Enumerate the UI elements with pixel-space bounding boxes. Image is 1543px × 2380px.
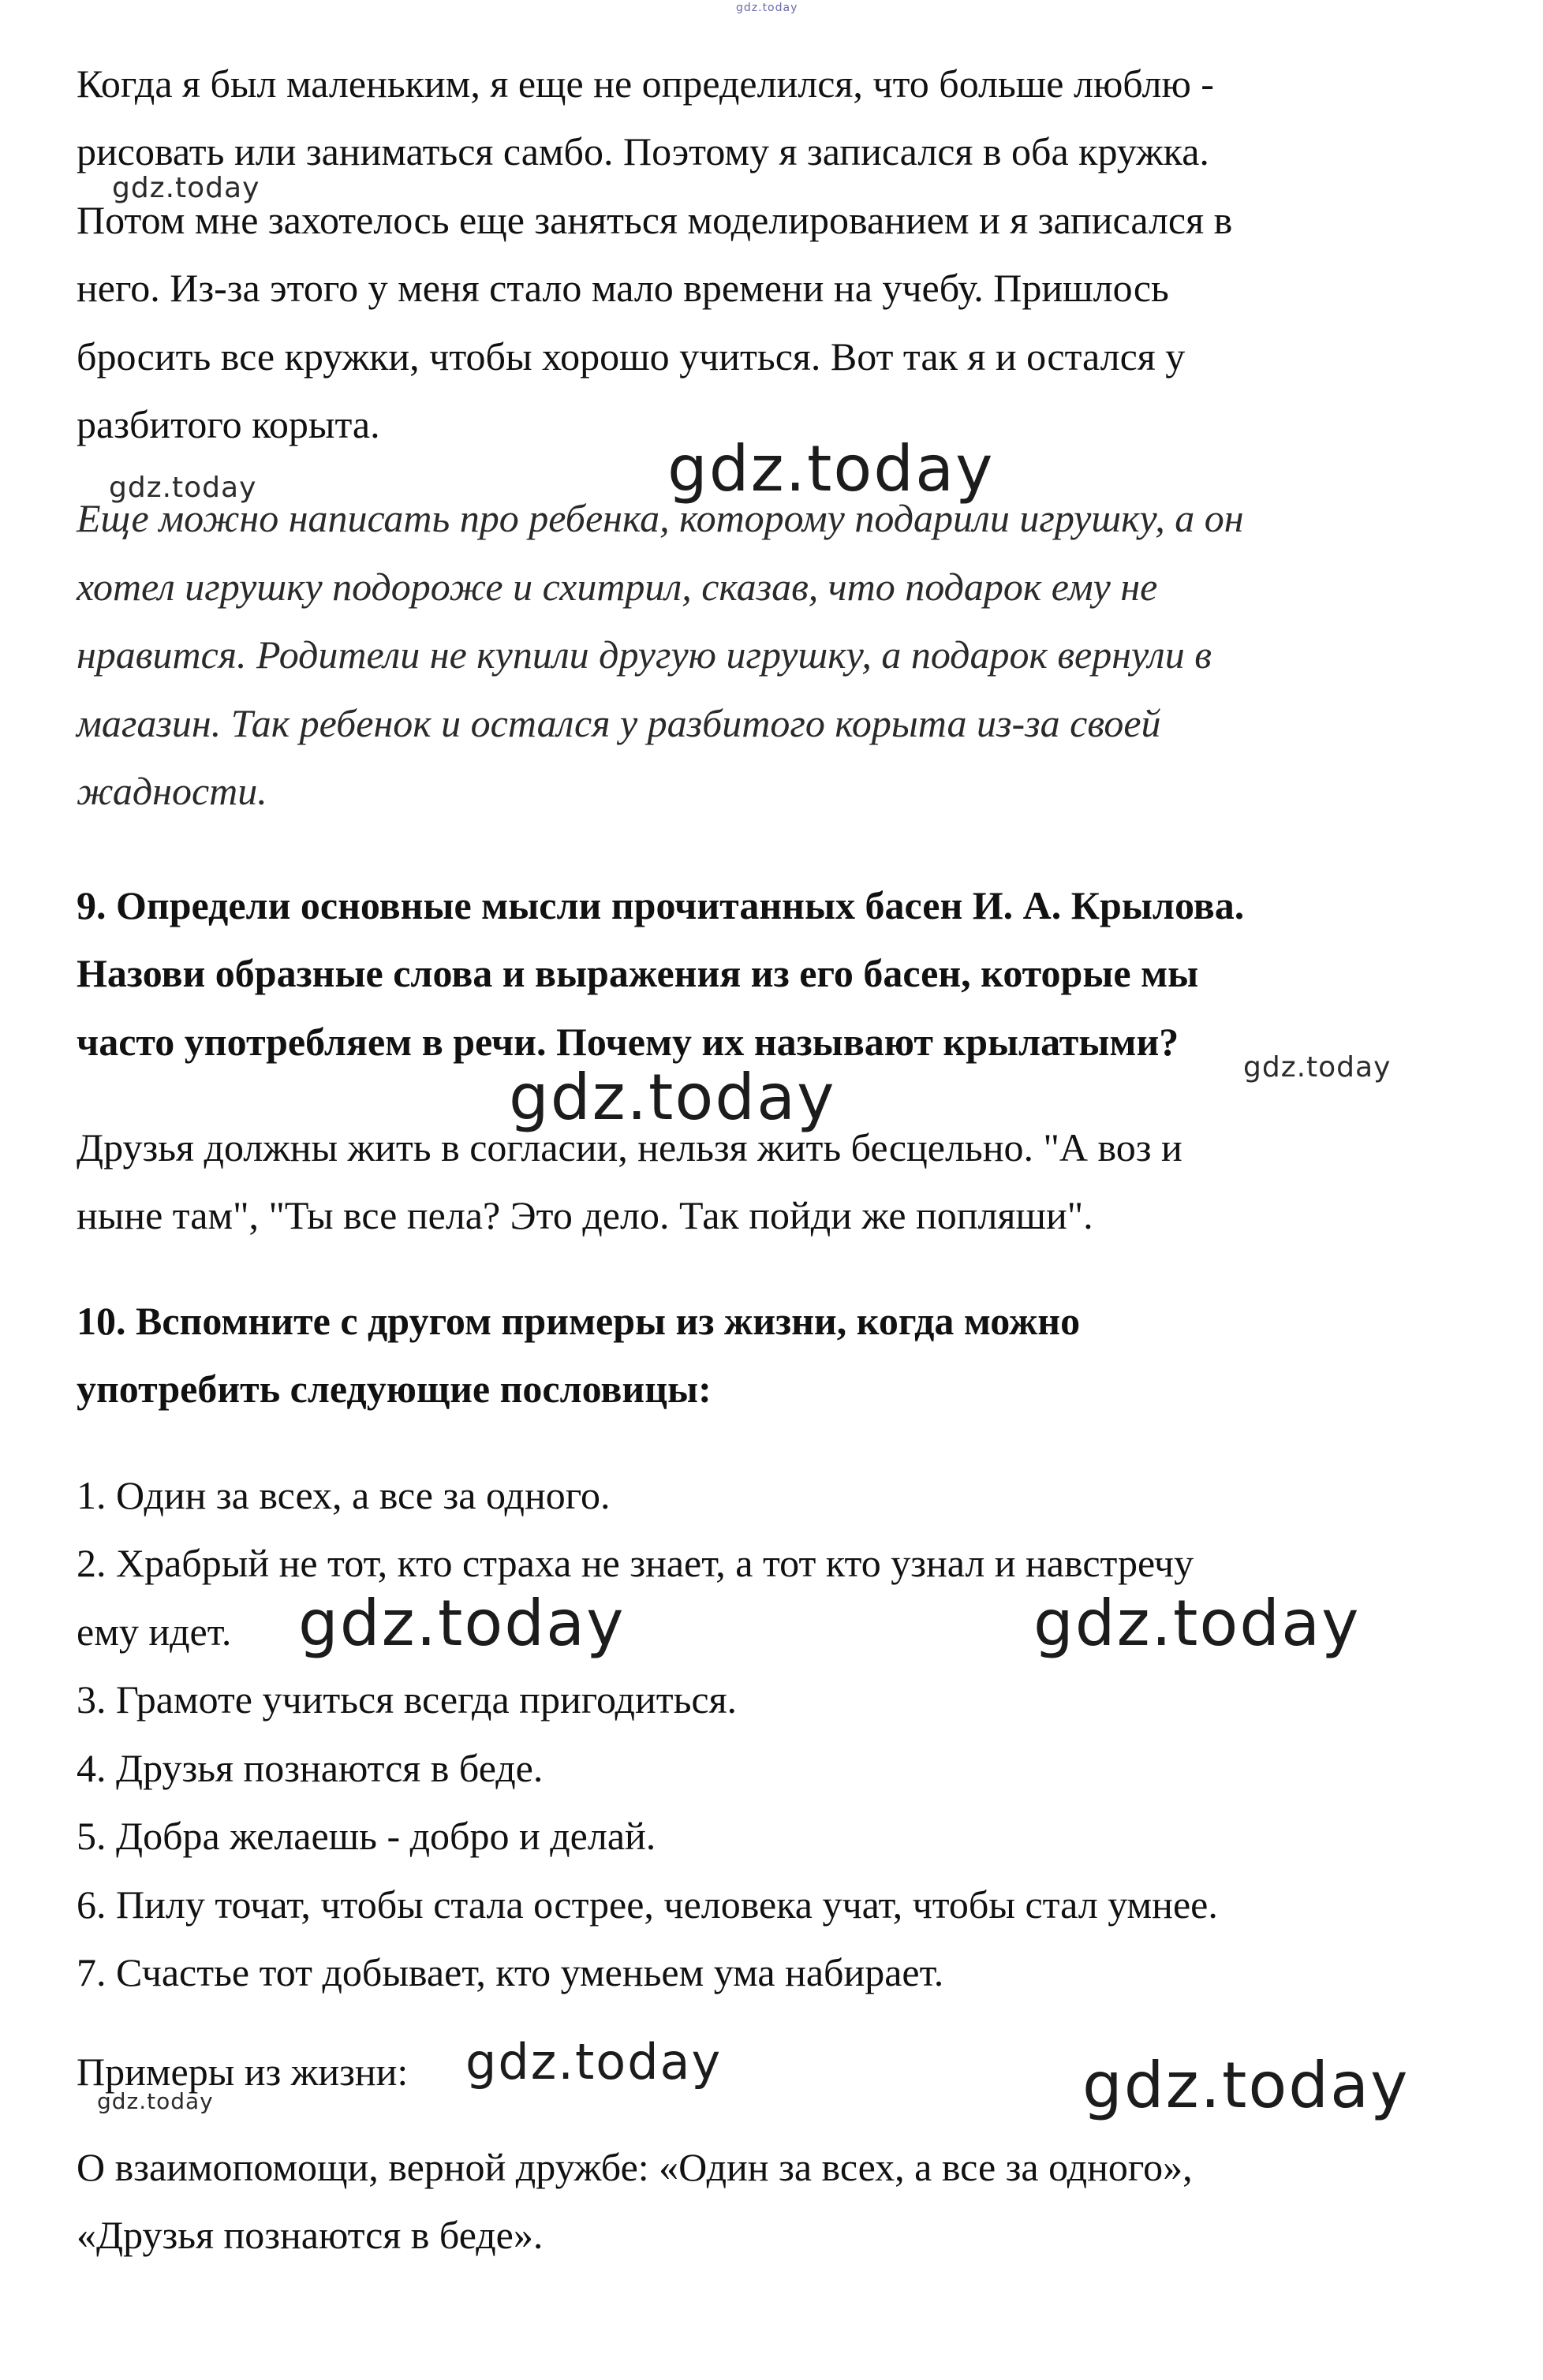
- task10-heading-line: употребить следующие пословицы:: [77, 1367, 712, 1411]
- watermark-big: gdz.today: [465, 2033, 723, 2091]
- task9-heading-line: 9. Определи основные мысли прочитанных басен И. А. Крылова.: [77, 883, 1245, 927]
- watermark-small: gdz.today: [97, 2088, 214, 2114]
- examples-label: Примеры из жизни:: [77, 2050, 409, 2094]
- watermark-big: gdz.today: [1033, 1587, 1361, 1660]
- watermark-big: gdz.today: [509, 1061, 836, 1134]
- watermark-big: gdz.today: [667, 432, 995, 505]
- proverb-item: 2. Храбрый не тот, кто страха не знает, а тот кто узнал и навстречу: [77, 1541, 1194, 1585]
- task9-heading-line: часто употребляем в речи. Почему их называют крылатыми?: [77, 1020, 1179, 1064]
- watermark-small: gdz.today: [109, 472, 257, 504]
- paragraph2-line: хотел игрушку подороже и схитрил, сказав, что подарок ему не: [77, 565, 1158, 609]
- paragraph2-line: нравится. Родители не купили другую игрушку, а подарок вернули в: [77, 632, 1212, 677]
- task9-answer-line: Друзья должны жить в согласии, нельзя жить бесцельно. "А воз и: [77, 1125, 1182, 1169]
- paragraph1-line: Потом мне захотелось еще заняться моделированием и я записался в: [77, 198, 1233, 242]
- proverb-item: 1. Один за всех, а все за одного.: [77, 1473, 611, 1517]
- paragraph2-line: магазин. Так ребенок и остался у разбитого корыта из-за своей: [77, 701, 1161, 745]
- paragraph1-line: разбитого корыта.: [77, 402, 380, 446]
- proverb-item: 7. Счастье тот добывает, кто уменьем ума набирает.: [77, 1950, 944, 1994]
- paragraph1-line: Когда я был маленьким, я еще не определился, что больше люблю -: [77, 62, 1214, 106]
- task9-answer-line: ныне там", "Ты все пела? Это дело. Так пойди же попляши".: [77, 1193, 1093, 1237]
- watermark-small: gdz.today: [1243, 1051, 1392, 1084]
- paragraph1-line: него. Из-за этого у меня стало мало времени на учебу. Пришлось: [77, 266, 1169, 310]
- proverb-item: 3. Грамоте учиться всегда пригодиться.: [77, 1677, 738, 1722]
- examples-line: О взаимопомощи, верной дружбе: «Один за всех, а все за одного»,: [77, 2145, 1193, 2189]
- proverb-item: 4. Друзья познаются в беде.: [77, 1746, 544, 1790]
- proverb-item: 6. Пилу точат, чтобы стала острее, человека учат, чтобы стал умнее.: [77, 1882, 1218, 1927]
- proverb-item: 5. Добра желаешь - добро и делай.: [77, 1814, 656, 1858]
- paragraph1-line: рисовать или заниматься самбо. Поэтому я записался в оба кружка.: [77, 129, 1209, 173]
- watermark-big: gdz.today: [298, 1587, 626, 1660]
- task9-heading-line: Назови образные слова и выражения из его басен, которые мы: [77, 951, 1199, 995]
- paragraph2-line: Еще можно написать про ребенка, которому подарили игрушку, а он: [77, 496, 1244, 540]
- watermark-small: gdz.today: [112, 172, 260, 204]
- paragraph2-line: жадности.: [77, 769, 267, 813]
- examples-line: «Друзья познаются в беде».: [77, 2213, 544, 2257]
- watermark-big: gdz.today: [1082, 2049, 1410, 2122]
- task10-heading-line: 10. Вспомните с другом примеры из жизни, когда можно: [77, 1299, 1081, 1343]
- proverb-item: ему идет.: [77, 1610, 232, 1654]
- watermark-top: gdz.today: [736, 2, 798, 14]
- paragraph1-line: бросить все кружки, чтобы хорошо учиться. Вот так я и остался у: [77, 334, 1186, 379]
